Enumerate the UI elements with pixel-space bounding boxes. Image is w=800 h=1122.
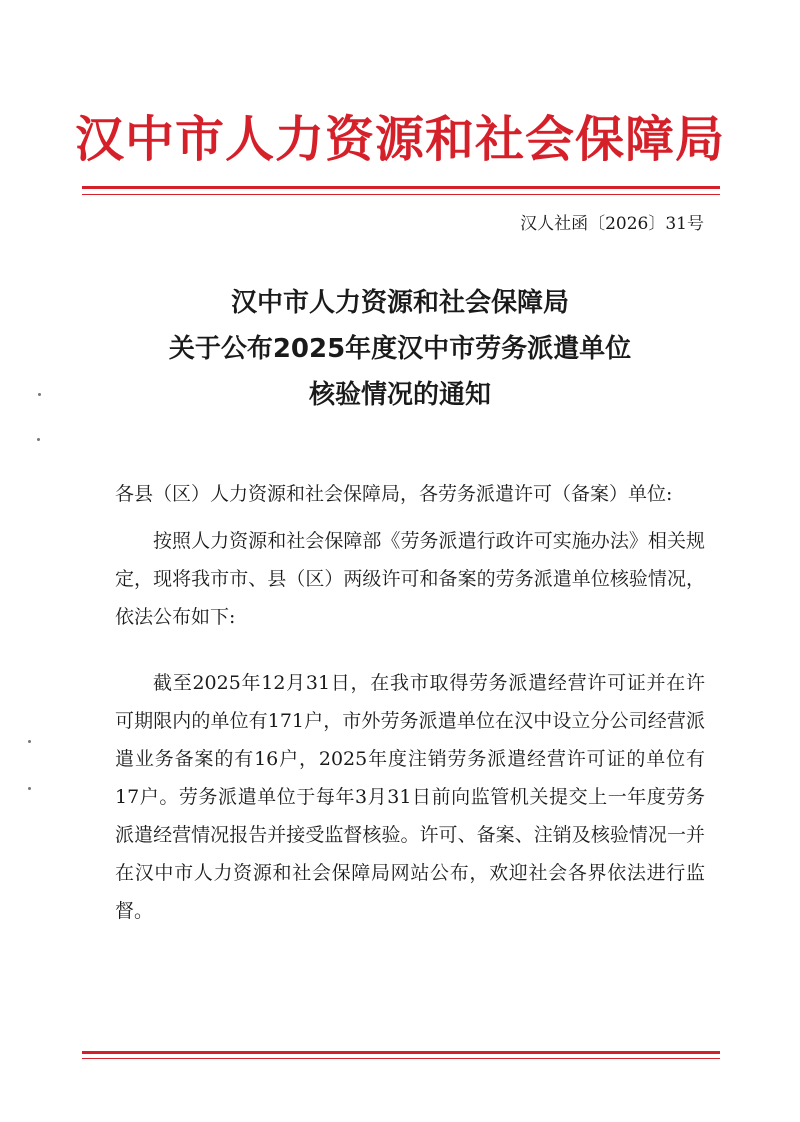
scan-speck	[28, 787, 31, 790]
scan-speck	[38, 393, 41, 396]
letterhead-rule-thin	[82, 194, 720, 195]
title-line-1: 汉中市人力资源和社会保障局	[230, 288, 569, 318]
document-title	[0, 280, 800, 418]
salutation: 各县（区）人力资源和社会保障局，各劳务派遣许可（备案）单位:	[115, 483, 673, 505]
footer-rule-thin	[82, 1058, 720, 1059]
title-line-3: 核验情况的通知	[308, 380, 491, 410]
scan-speck	[28, 740, 31, 743]
body-paragraph-2: 截至2025年12月31日，在我市取得劳务派遣经营许可证并在许可期限内的单位有171户，市外劳务派遣单位在汉中设立分公司经营派遣业务备案的有16户，2025年度注销劳务派遣经营许可证的单位有17户。劳务派遣单位于每年3月31日前向监管机关提交上一年度劳务派遣经营情况报告并接受监督核验。许可、备案、注销及核验情况一并在汉中市人力资源和社会保障局网站公布，欢迎社会各界依法进行监督。	[115, 672, 705, 922]
body-paragraph-1: 按照人力资源和社会保障部《劳务派遣行政许可实施办法》相关规定，现将我市市、县（区）两级许可和备案的劳务派遣单位核验情况，依法公布如下:	[115, 530, 705, 628]
document-number: 汉人社函〔2026〕31号	[520, 214, 704, 234]
letterhead-agency-name: 汉中市人力资源和社会保障局	[74, 111, 725, 168]
scan-speck	[37, 438, 40, 441]
footer-rule-thick	[82, 1051, 720, 1054]
title-line-2: 关于公布2025年度汉中市劳务派遣单位	[168, 334, 632, 364]
letterhead-rule-thick	[82, 186, 720, 189]
